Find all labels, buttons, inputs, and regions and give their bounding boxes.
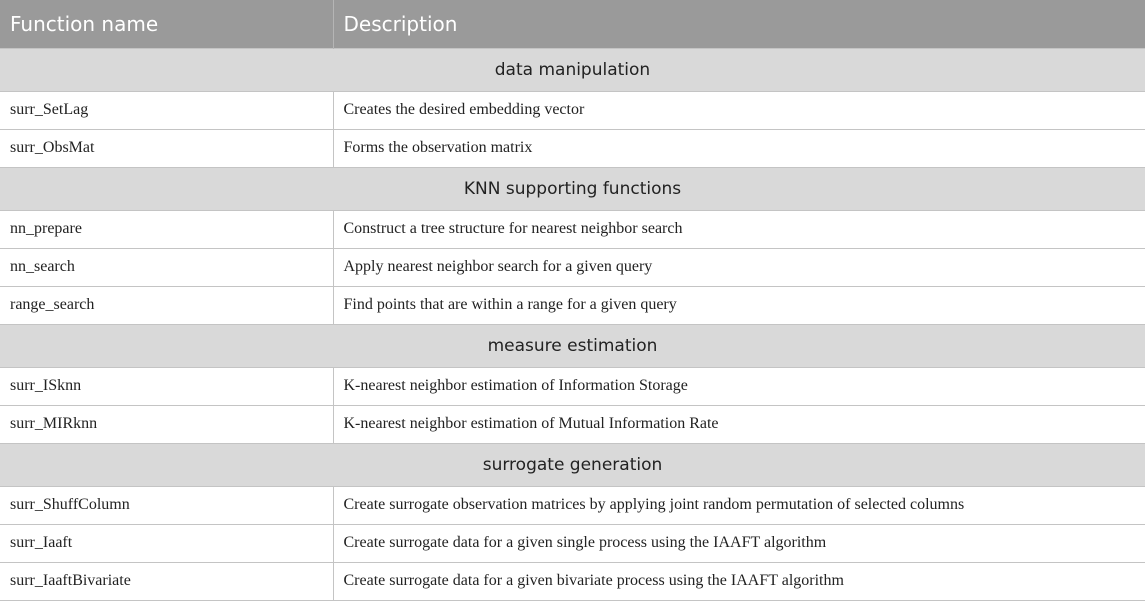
table-row [0,367,1145,405]
column-header-description: Description [333,0,1145,48]
table-row [0,248,1145,286]
function-name-cell: nn_prepare [0,210,333,248]
section-title: data manipulation [0,48,1145,91]
description-cell: Create surrogate observation matrices by applying joint random permutation of selected columns [333,486,1145,524]
table-row [0,91,1145,129]
section-row [0,167,1145,210]
function-name-cell: surr_SetLag [0,91,333,129]
section-title: measure estimation [0,324,1145,367]
function-name-cell: surr_ISknn [0,367,333,405]
description-cell: Find points that are within a range for a given query [333,286,1145,324]
description-cell: Forms the observation matrix [333,129,1145,167]
function-name-cell: range_search [0,286,333,324]
table-row [0,562,1145,600]
section-row [0,324,1145,367]
function-name-cell: surr_ShuffColumn [0,486,333,524]
table-row [0,405,1145,443]
table-row [0,486,1145,524]
table-row [0,129,1145,167]
section-row [0,48,1145,91]
section-row [0,443,1145,486]
header-row [0,0,1145,48]
function-name-cell: surr_MIRknn [0,405,333,443]
column-header-function-name: Function name [0,0,333,48]
section-title: KNN supporting functions [0,167,1145,210]
description-cell: Creates the desired embedding vector [333,91,1145,129]
function-name-cell: nn_search [0,248,333,286]
description-cell: Apply nearest neighbor search for a given query [333,248,1145,286]
description-cell: Create surrogate data for a given single process using the IAAFT algorithm [333,524,1145,562]
table-row [0,210,1145,248]
function-name-cell: surr_ObsMat [0,129,333,167]
description-cell: Create surrogate data for a given bivariate process using the IAAFT algorithm [333,562,1145,600]
description-cell: K-nearest neighbor estimation of Mutual Information Rate [333,405,1145,443]
function-name-cell: surr_IaaftBivariate [0,562,333,600]
description-cell: K-nearest neighbor estimation of Information Storage [333,367,1145,405]
section-title: surrogate generation [0,443,1145,486]
description-cell: Construct a tree structure for nearest neighbor search [333,210,1145,248]
function-name-cell: surr_Iaaft [0,524,333,562]
table-row [0,286,1145,324]
table-row [0,524,1145,562]
